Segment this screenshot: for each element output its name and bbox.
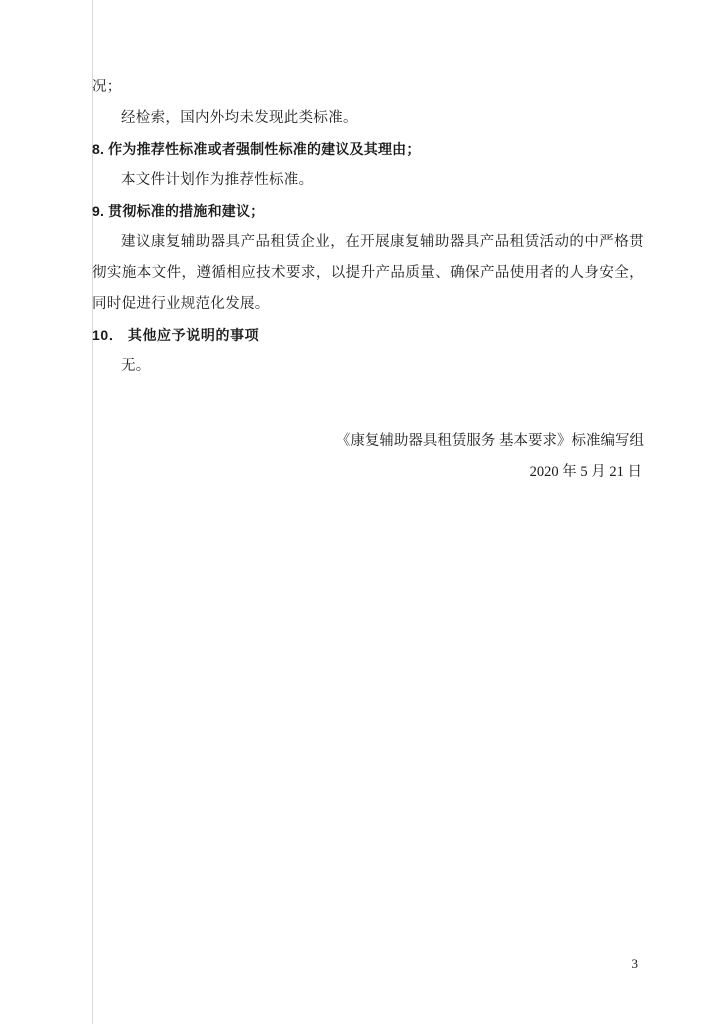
signature-date: 2020 年 5 月 21 日 xyxy=(529,464,642,480)
paragraph-kuang: 况； xyxy=(92,79,122,95)
paragraph-item-10-body: 无。 xyxy=(121,358,151,374)
signature-organization: 《康复辅助器具租赁服务 基本要求》标准编写组 xyxy=(335,433,644,449)
heading-item-9: 9. 贯彻标准的措施和建议； xyxy=(92,203,265,219)
page-number: 3 xyxy=(631,956,638,971)
paragraph-item-8-body: 本文件计划作为推荐性标准。 xyxy=(121,172,314,188)
signature-block xyxy=(92,426,644,488)
heading-item-10: 10． 其他应予说明的事项 xyxy=(92,327,260,343)
document-body xyxy=(92,72,644,488)
paragraph-item-9-body: 建议康复辅助器具产品租赁企业，在开展康复辅助器具产品租赁活动的中严格贯彻实施本文件，遵循相应技术要求，以提升产品质量、确保产品使用者的人身安全，同时促进行业规范化发展。 xyxy=(92,234,644,312)
heading-item-8: 8. 作为推荐性标准或者强制性标准的建议及其理由； xyxy=(92,141,421,157)
paragraph-search-result: 经检索，国内外均未发现此类标准。 xyxy=(121,110,358,126)
